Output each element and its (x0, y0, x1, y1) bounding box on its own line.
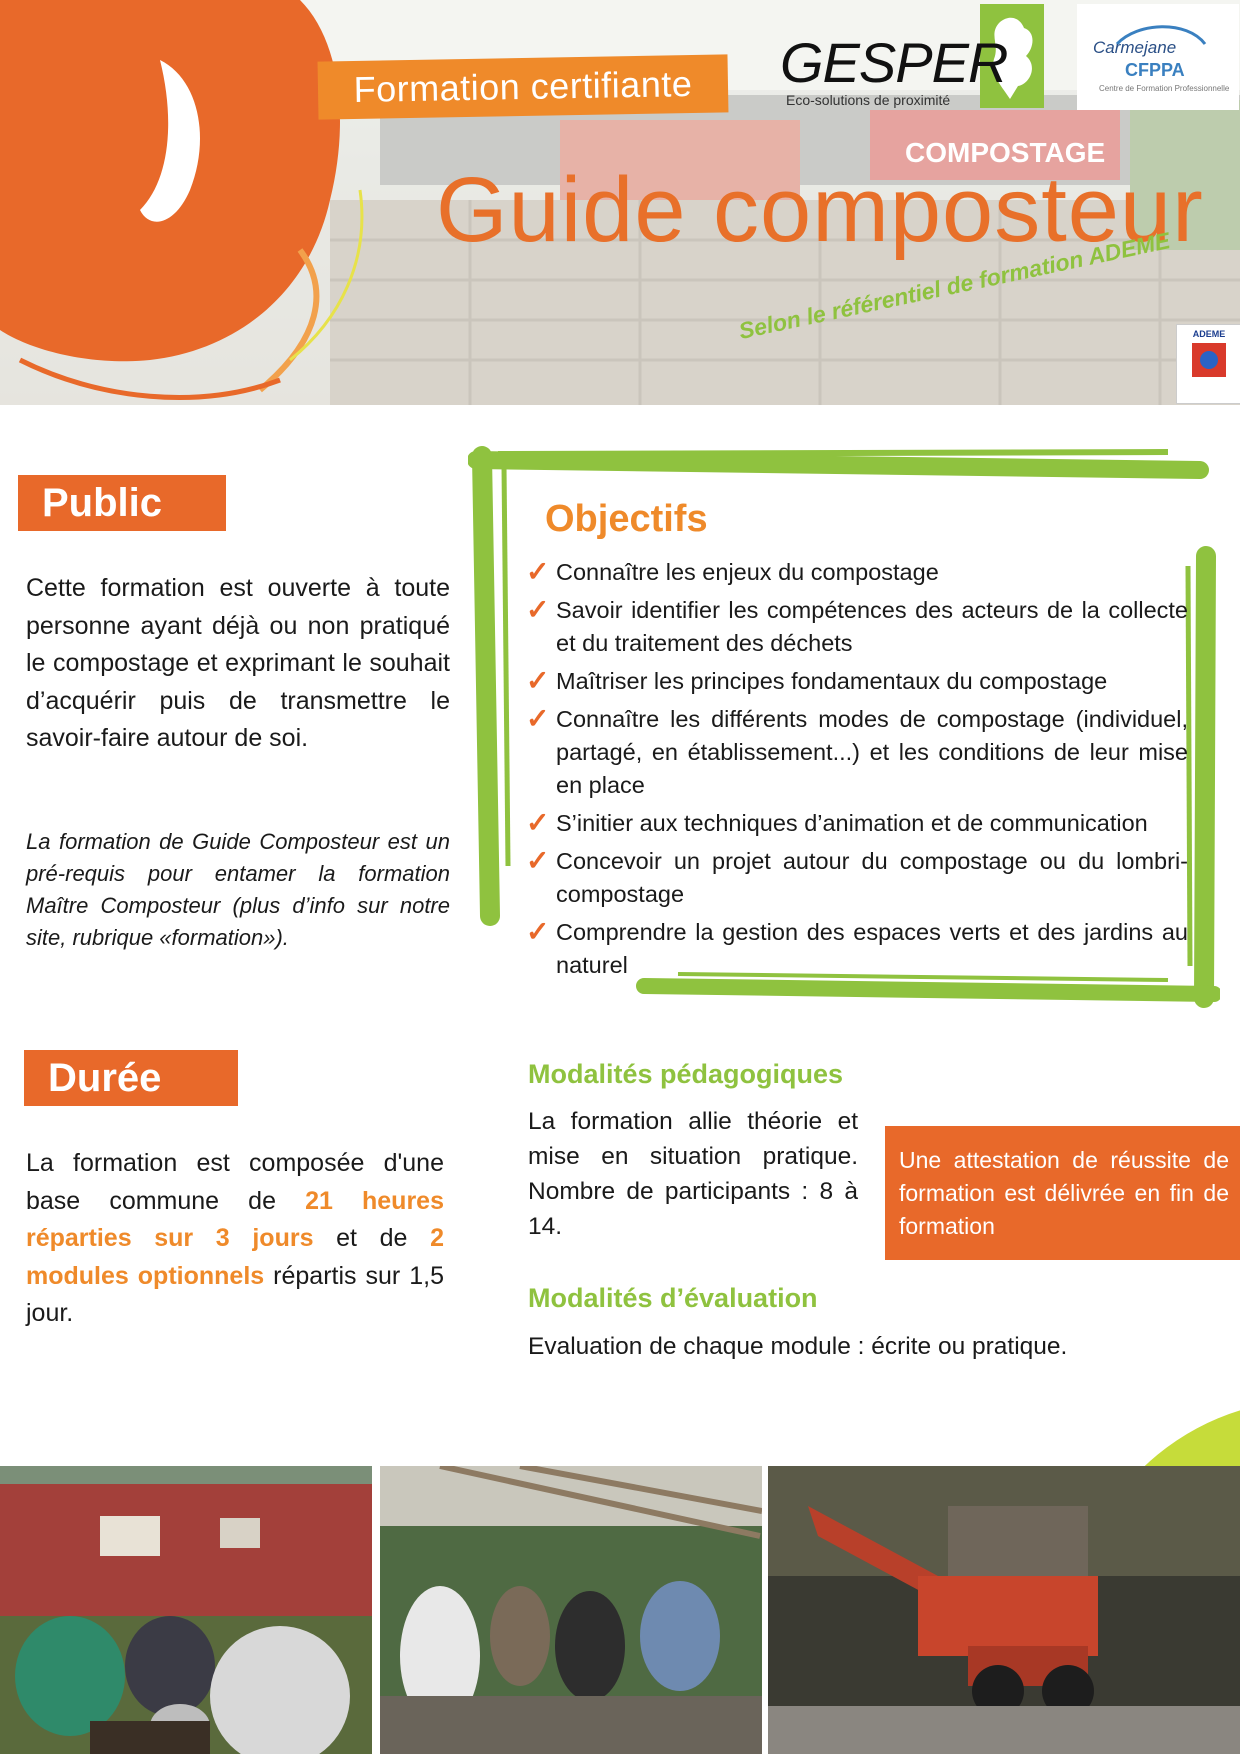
gesper-tagline: Eco-solutions de proximité (786, 92, 951, 108)
list-item: ✓ Savoir identifier les compétences des acteurs de la collecte et du traitement des déchets (526, 594, 1188, 656)
header (0, 0, 1240, 405)
duree-heading: Durée (24, 1050, 238, 1106)
public-note: La formation de Guide Composteur est un pré-requis pour entamer la formation Maître Composteur (plus d’info sur notre site, rubrique «formation»). (26, 829, 450, 950)
objectives-heading: Objectifs (545, 498, 708, 540)
list-item: ✓ Comprendre la gestion des espaces verts et des jardins au naturel (526, 916, 1188, 978)
checkmark-icon: ✓ (526, 703, 550, 734)
cfppa-logo (1077, 4, 1239, 110)
list-item: ✓ S’initier aux techniques d’animation et de communication (526, 807, 1148, 838)
page-title: Guide composteur (436, 159, 1204, 261)
cfppa-line2: CFPPA (1125, 60, 1185, 80)
ademe-logo (1176, 324, 1240, 404)
list-item: ✓ Concevoir un projet autour du compostage ou du lombri-compostage (526, 845, 1188, 907)
public-text: Cette formation est ouverte à toute personne ayant déjà ou non pratiqué le compostage et exprimant le souhait d’acquérir puis de transmettre le savoir-faire autour de soi. (26, 574, 450, 752)
objectives-list (526, 556, 1188, 987)
page-subtitle: Selon le référentiel de formation ADEME (736, 227, 1173, 345)
workshop-photo-barn (0, 1466, 372, 1754)
checkmark-icon: ✓ (526, 845, 550, 876)
checkmark-icon: ✓ (526, 594, 550, 625)
pedagogical-heading: Modalités pédagogiques (528, 1059, 844, 1089)
duree-highlight-modules: 2 modules optionnels (26, 1224, 444, 1290)
list-item: ✓ Connaître les enjeux du compostage (526, 556, 939, 587)
pedagogical-text: La formation allie théorie et mise en situation pratique. Nombre de participants : 8 à 14. (528, 1108, 858, 1240)
ademe-globe-icon (1192, 343, 1226, 377)
checkmark-icon: ✓ (526, 556, 550, 587)
shredder-machine-photo (768, 1466, 1240, 1754)
workshop-photo-group (380, 1466, 762, 1754)
checkmark-icon: ✓ (526, 665, 550, 696)
gesper-name: GESPER (780, 31, 1008, 94)
checkmark-icon: ✓ (526, 807, 550, 838)
attestation-text: Une attestation de réussite de formation est délivrée en fin de formation (899, 1147, 1229, 1239)
ademe-label: ADEME (1192, 329, 1226, 339)
attestation-box (885, 1126, 1240, 1260)
evaluation-text: Evaluation de chaque module : écrite ou pratique. (528, 1333, 1068, 1360)
evaluation-heading: Modalités d’évaluation (528, 1283, 818, 1313)
gesper-logo (776, 0, 1066, 112)
cfppa-line1: Carmejane (1093, 38, 1177, 57)
certification-banner (318, 54, 729, 119)
checkmark-icon: ✓ (526, 916, 550, 947)
list-item: ✓ Maîtriser les principes fondamentaux du compostage (526, 665, 1108, 696)
public-heading: Public (18, 475, 226, 531)
banner-label: Formation certifiante (353, 63, 693, 110)
duree-text: La formation est composée d'une base commune de 21 heures réparties sur 3 jours et de 2 modules optionnels répartis sur 1,5 jour. (26, 1149, 444, 1327)
cfppa-line3: Centre de Formation Professionnelle (1099, 84, 1230, 93)
duree-highlight-hours: 21 heures réparties sur 3 jours (26, 1186, 444, 1252)
list-item: ✓ Connaître les différents modes de compostage (individuel, partagé, en établissement...) et les conditions de leur mise en place (526, 703, 1188, 798)
